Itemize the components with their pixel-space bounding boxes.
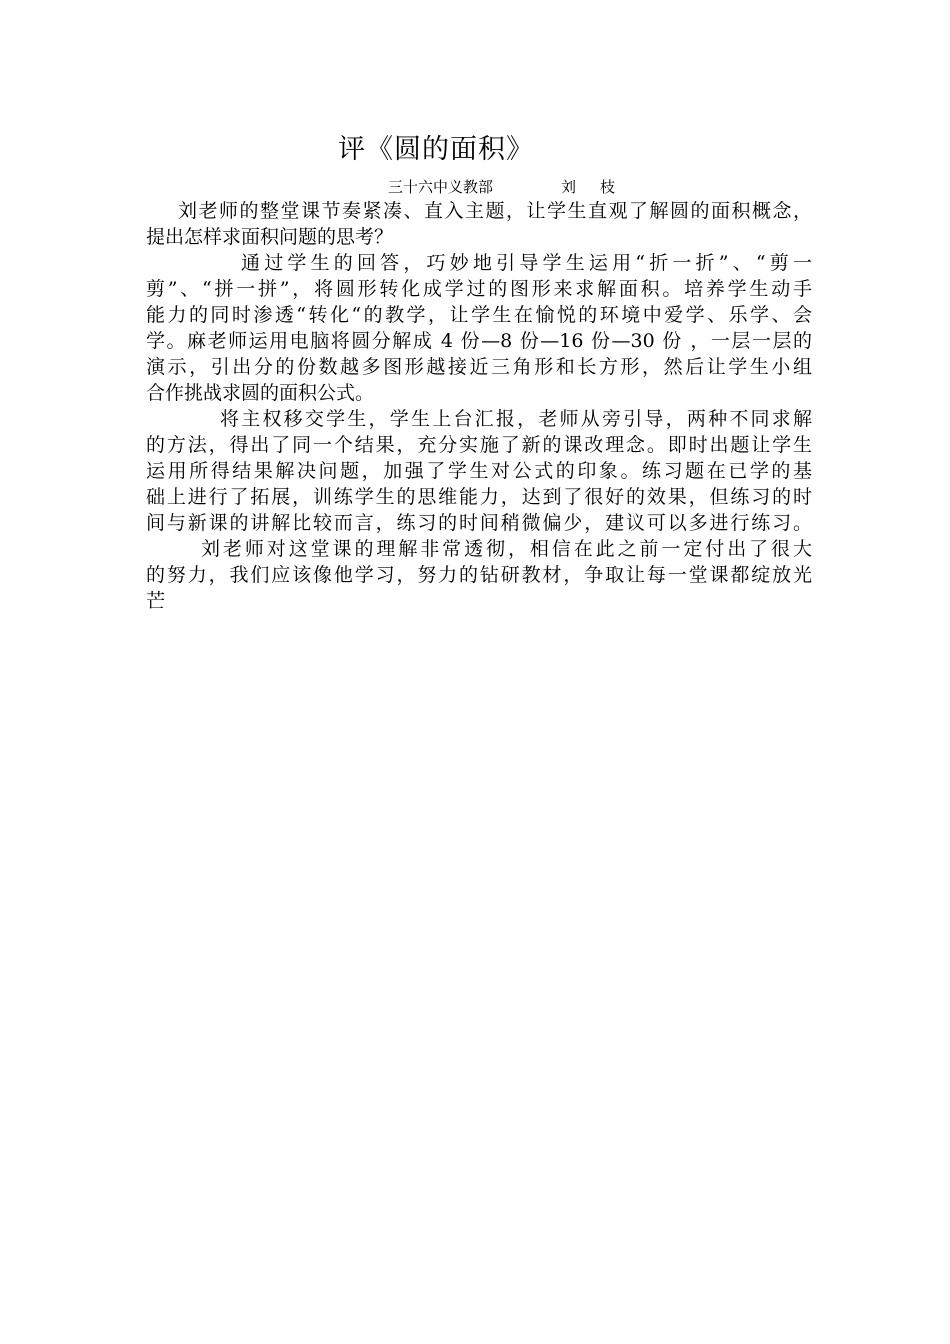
document-body: [146, 198, 812, 614]
paragraph-line: 通过学生的回答，巧妙地引导学生运用“折一折”、“剪一: [241, 252, 812, 274]
paragraph-line: 的努力，我们应该像他学习，努力的钻研教材，争取让每一堂课都绽放光: [146, 564, 812, 586]
author-name: 刘枝: [561, 178, 640, 196]
paragraph-line: 运用所得结果解决问题，加强了学生对公式的印象。练习题在已学的基: [146, 460, 812, 482]
paragraph-line: 础上进行了拓展，训练学生的思维能力，达到了很好的效果，但练习的时: [146, 486, 812, 508]
paragraph-line: 间与新课的讲解比较而言，练习的时间稍微偏少，建议可以多进行练习。: [146, 512, 812, 534]
paragraph-line: 演示，引出分的份数越多图形越接近三角形和长方形，然后让学生小组: [146, 356, 812, 378]
paragraph-line: 学。麻老师运用电脑将圆分解成 4 份—8 份—16 份—30 份 ，一层一层的: [146, 330, 812, 352]
paragraph-line: 提出怎样求面积问题的思考？: [146, 226, 394, 248]
paragraph-line: 刘老师对这堂课的理解非常透彻，相信在此之前一定付出了很大: [201, 538, 812, 560]
paragraph-line: 将主权移交学生，学生上台汇报，老师从旁引导，两种不同求解: [220, 408, 812, 430]
paragraph-line: 芒: [146, 590, 166, 612]
paragraph-line: 刘老师的整堂课节奏紧凑、直入主题，让学生直观了解圆的面积概念，: [178, 200, 812, 222]
organization: 三十六中义教部: [388, 178, 494, 196]
paragraph-line: 能力的同时渗透“转化“的教学，让学生在愉悦的环境中爱学、乐学、会: [146, 304, 812, 326]
author-line: [388, 177, 639, 197]
document-title: 评《圆的面积》: [338, 134, 534, 165]
paragraph-line: 的方法，得出了同一个结果，充分实施了新的课改理念。即时出题让学生: [146, 434, 812, 456]
paragraph-line: 合作挑战求圆的面积公式。: [146, 382, 375, 404]
paragraph-line: 剪”、“拼一拼”，将圆形转化成学过的图形来求解面积。培养学生动手: [146, 278, 812, 300]
